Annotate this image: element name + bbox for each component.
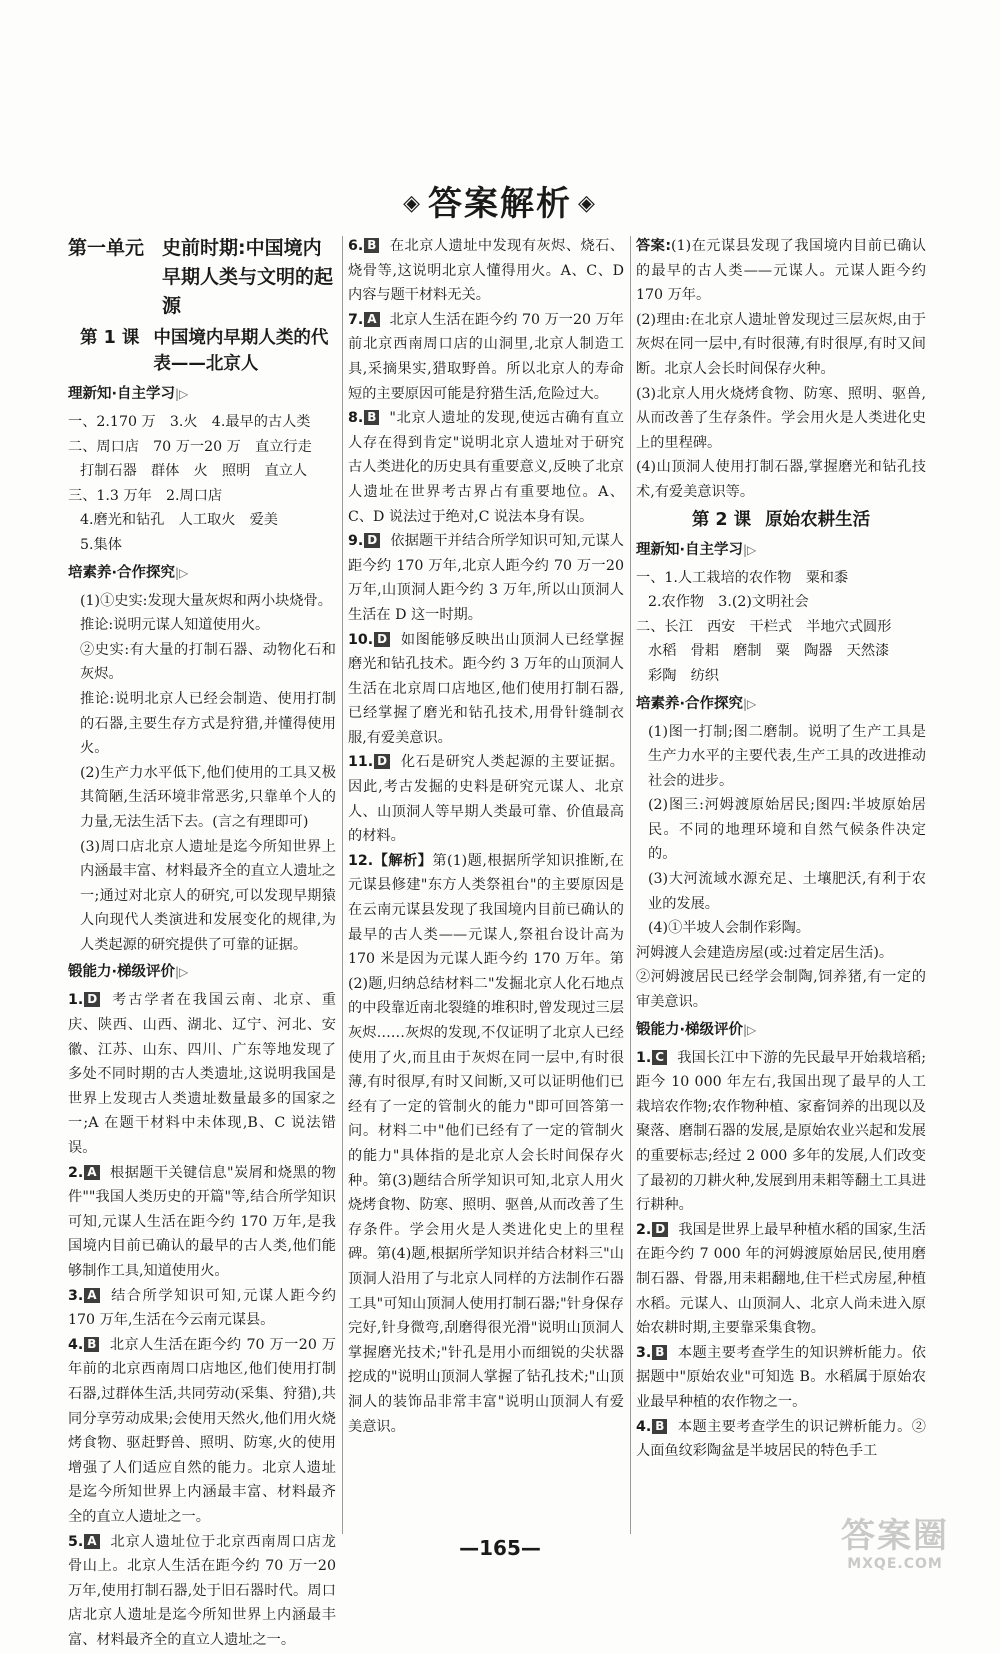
answer-box: B	[84, 1337, 99, 1352]
answer-box: D	[652, 1222, 668, 1237]
answer-line: 二、长江 西安 干栏式 半地穴式圆形	[636, 618, 892, 635]
answer-line: 三、1.3 万年 2.周口店	[68, 487, 223, 504]
column-divider	[342, 236, 343, 1534]
question-answer: 2. D 我国是世界上最早种植水稻的国家,生活在距今约 7 000 年的河姆渡原始居民,使用磨制石器、骨器,用耒耜翻地,住干栏式房屋,种植水稻。元谋人、山顶洞人、北京人尚未进入原始农耕时期,主要靠采集食物。	[636, 1221, 926, 1337]
arrow-icon: |▷	[743, 542, 757, 557]
lesson-label: 第 1 课	[80, 328, 140, 348]
answer-line: (2)理由:在北京人遗址曾发现过三层灰烬,由于灰烬在同一层中,有时很薄,有时很厚,有时又间断。北京人会长时间保存火种。	[636, 311, 926, 377]
answer-line: 答案:(1)在元谋县发现了我国境内目前已确认的最早的古人类——元谋人。元谋人距今约 170 万年。	[636, 238, 926, 304]
question-answer: 4. B 北京人生活在距今约 70 万一20 万年前的北京西南周口店地区,他们使用打制石器,过群体生活,共同劳动(采集、狩猎),共同分享劳动成果;会使用天然火,他们用火烧烤食物、驱赶野兽、照明、防寒,火的使用增强了人们适应自然的能力。北京人遗址是迄今所知世界上内涵最丰富、材料最齐全的直立人遗址之一。	[68, 1336, 336, 1525]
title-ornament-right: ◈	[578, 191, 597, 216]
answer-line: ②史实:有大量的打制石器、动物化石和灰烬。	[80, 641, 336, 683]
question-answer: 6. B 在北京人遗址中发现有灰烬、烧石、烧骨等,这说明北京人懂得用火。A、C、D 内容与题干材料无关。	[348, 238, 624, 304]
question-answer: 11. D 化石是研究人类起源的主要证据。因此,考古发掘的史料是研究元谋人、北京人、山顶洞人等早期人类最可靠、价值最高的材料。	[348, 754, 624, 845]
question-answer: 8. B "北京人遗址的发现,使远古确有直立人存在得到肯定"说明北京人遗址对于研究古人类进化的历史具有重要意义,反映了北京人遗址在世界考古界占有重要地位。A、C、D 说法过于绝对,C 说法本身有误。	[348, 410, 624, 525]
answer-line: (3)大河流域水源充足、土壤肥沃,有利于农业的发展。	[648, 871, 926, 912]
answer-line: 推论:说明北京人已经会制造、使用打制的石器,主要生存方式是狩猎,并懂得使用火。	[80, 690, 336, 757]
answer-line: (3)北京人用火烧烤食物、防寒、照明、驱兽,从而改善了生存条件。学会用火是人类进化史上的里程碑。	[636, 385, 926, 451]
section-heading: 锻能力·梯级评价|▷	[636, 1021, 757, 1038]
question-answer: 3. B 本题主要考查学生的知识辨析能力。依据题中"原始农业"可知选 B。水稻属于原始农业最早种植的农作物之一。	[636, 1344, 926, 1410]
answer-box: D	[364, 533, 380, 548]
lesson-heading	[636, 507, 926, 533]
answer-box: D	[374, 754, 390, 769]
question-answer: 1. D 考古学者在我国云南、北京、重庆、陕西、山西、湖北、辽宁、河北、安徽、江苏、山东、四川、广东等地发现了多处不同时期的古人类遗址,这说明我国是世界上发现古人类遗址数量最多的国家之一;A 在题干材料中未体现,B、C 说法错误。	[68, 992, 336, 1157]
answer-box: A	[84, 1165, 99, 1180]
answer-line: (2)图三:河姆渡原始居民;图四:半坡原始居民。不同的地理环境和自然气候条件决定的。	[648, 797, 926, 863]
answer-box: D	[374, 632, 390, 647]
question-answer: 1. C 我国长江中下游的先民最早开始栽培稻;距今 10 000 年左右,我国出现了最早的人工栽培农作物;农作物种植、家畜饲养的出现以及聚落、磨制石器的发展,是原始农业兴起和发展的重要标志;经过 2 000 多年的发展,人们改变了最初的刀耕火种,发展到用耒耜等翻土工具进行耕种。	[636, 1049, 926, 1214]
column-2	[348, 234, 624, 1439]
answer-line: (1)图一打制;图二磨制。说明了生产工具是生产力水平的主要代表,生产工具的改进推动社会的进步。	[648, 723, 926, 789]
section-heading: 培素养·合作探究|▷	[636, 695, 757, 712]
answer-box: C	[652, 1050, 667, 1065]
answer-box: B	[652, 1345, 667, 1360]
question-answer: 4. B 本题主要考查学生的识记辨析能力。②人面鱼纹彩陶盆是半坡居民的特色手工	[636, 1418, 926, 1460]
question-answer: 3. A 结合所学知识可知,元谋人距今约 170 万年,生活在今云南元谋县。	[68, 1287, 336, 1329]
answer-line: 一、1.人工栽培的农作物 粟和黍	[636, 569, 849, 586]
answer-line: 打制石器 群体 火 照明 直立人	[80, 463, 308, 480]
question-answer: 2. A 根据题干关键信息"炭屑和烧黑的物件""我国人类历史的开篇"等,结合所学知识可知,元谋人生活在距今约 170 万年,是我国境内目前已确认的最早的古人类,他们能够制作工具,知道使用火。	[68, 1164, 336, 1279]
column-3	[636, 234, 926, 1464]
answer-line: 二、周口店 70 万一20 万 直立行走	[68, 438, 312, 455]
answer-line: 2.农作物 3.(2)文明社会	[648, 594, 809, 611]
answer-tag: 答案:	[636, 238, 672, 254]
unit-title: 史前时期:中国境内早期人类与文明的起源	[162, 237, 334, 317]
answer-box: A	[84, 1534, 99, 1549]
answer-line: (2)生产力水平低下,他们使用的工具又极其简陋,生活环境非常恶劣,只靠单个人的力量,无法生活下去。(言之有理即可)	[80, 764, 336, 830]
answer-line: (1)①史实:发现大量灰烬和两小块烧骨。	[80, 592, 332, 609]
watermark	[820, 1516, 970, 1582]
section-heading: 锻能力·梯级评价|▷	[68, 964, 189, 981]
lesson-heading	[80, 325, 336, 377]
arrow-icon: |▷	[743, 696, 757, 711]
section-heading: 理新知·自主学习|▷	[636, 541, 757, 558]
unit-heading	[68, 234, 336, 321]
answer-line: 河姆渡人会建造房屋(或:过着定居生活)。	[636, 944, 894, 961]
arrow-icon: |▷	[743, 1022, 757, 1037]
answer-line: 彩陶 纺织	[648, 667, 719, 684]
lesson-title: 原始农耕生活	[765, 509, 871, 530]
answer-line: 一、2.170 万 3.火 4.最早的古人类	[68, 414, 311, 430]
answer-line: 水稻 骨耜 磨制 粟 陶器 天然漆	[648, 643, 890, 660]
answer-line: (4)山顶洞人使用打制石器,掌握磨光和钻孔技术,有爱美意识等。	[636, 459, 926, 500]
answer-line: 4.磨光和钻孔 人工取火 爱美	[80, 512, 278, 529]
column-divider	[630, 236, 631, 1534]
answer-box: A	[364, 312, 379, 327]
answer-box: B	[364, 238, 379, 253]
answer-box: D	[84, 992, 100, 1007]
title-ornament-left: ◈	[403, 191, 422, 216]
question-answer: 5. A 北京人遗址位于北京西南周口店龙骨山上。北京人生活在距今约 70 万一20 万年,使用打制石器,处于旧石器时代。周口店北京人遗址是迄今所知世界上内涵最丰富、材料最齐全的直立人遗址之一。	[68, 1533, 336, 1648]
page-number: —165—	[459, 1536, 541, 1560]
answer-line: ②河姆渡居民已经学会制陶,饲养猪,有一定的审美意识。	[636, 969, 926, 1011]
answer-line: (3)周口店北京人遗址是迄今所知世界上内涵最丰富、材料最齐全的直立人遗址之一;通过对北京人的研究,可以发现早期猿人向现代人类演进和发展变化的规律,为人类起源的研究提供了可靠的证据。	[80, 838, 336, 953]
answer-box: B	[652, 1419, 667, 1434]
answer-line: 5.集体	[80, 536, 122, 553]
question-answer: 9. D 依据题干并结合所学知识可知,元谋人距今约 170 万年,北京人距今约 70 万一20 万年,山顶洞人距今约 3 万年,所以山顶洞人生活在 D 这一时期。	[348, 533, 624, 623]
answer-line: (4)①半坡人会制作彩陶。	[648, 920, 810, 937]
arrow-icon: |▷	[175, 387, 189, 401]
lesson-title: 中国境内早期人类的代表——北京人	[153, 328, 329, 374]
section-heading: 培素养·合作探究|▷	[68, 564, 189, 581]
answer-box: A	[84, 1288, 99, 1303]
answer-line: 推论:说明元谋人知道使用火。	[80, 617, 270, 634]
column-1	[68, 234, 336, 1653]
answer-box: B	[364, 410, 379, 425]
title-text: 答案解析	[428, 184, 572, 224]
question-answer: 7. A 北京人生活在距今约 70 万一20 万年前北京西南周口店的山洞里,北京人制造工具,采摘果实,猎取野兽。所以北京人的寿命短的主要原因可能是狩猎生活,危险过大。	[348, 311, 624, 402]
question-12-analysis: 12.【解析】第(1)题,根据所学知识推断,在元谋县修建"东方人类祭祖台"的主要原因是在云南元谋县发现了我国境内目前已确认的最早的古人类——元谋人,祭祖台设计高为 170 米是因为元谋人距今约 170 万年。第(2)题,归纳总结材料二"发掘北京人化石地点的中段靠近南北裂缝的堆积时,曾发现过三层灰烬……灰烬的发现,不仅证明了北京人已经使用了火,而且由于灰烬在同一层中,有时很薄,有时很厚,有时又间断,又可以证明他们已经有了一定的管制火的能力"即可回答第一问。材料二中"他们已经有了一定的管制火的能力"具体指的是北京人会长时间保存火种。第(3)题结合所学知识可知,北京人用火烧烤食物、防寒、照明、驱兽,从而改善了生存条件。学会用火是人类进化史上的里程碑。第(4)题,根据所学知识并结合材料三"山顶洞人沿用了与北京人同样的方法制作石器工具"可知山顶洞人使用打制石器;"针身保存完好,针身微弯,刮磨得很光滑"说明山顶洞人掌握磨光技术;"针孔是用小而细锐的尖状器挖成的"说明山顶洞人掌握了钻孔技术;"山顶洞人的装饰品非常丰富"说明山顶洞人有爱美意识。	[348, 852, 624, 1435]
unit-label: 第一单元	[68, 237, 145, 259]
page-title	[0, 176, 1000, 225]
arrow-icon: |▷	[175, 965, 189, 980]
watermark-main: 答案圈	[841, 1516, 949, 1556]
analysis-tag: 【解析】	[373, 852, 433, 869]
lesson-label: 第 2 课	[691, 509, 752, 530]
arrow-icon: |▷	[175, 565, 189, 580]
question-answer: 10. D 如图能够反映出山顶洞人已经掌握磨光和钻孔技术。距今约 3 万年的山顶洞人生活在北京周口店地区,他们使用打制石器,已经掌握了磨光和钻孔技术,用骨针缝制衣服,有爱美意识。	[348, 631, 624, 746]
watermark-url: MXQE.COM	[847, 1556, 943, 1572]
section-heading: 理新知·自主学习|▷	[68, 386, 189, 402]
